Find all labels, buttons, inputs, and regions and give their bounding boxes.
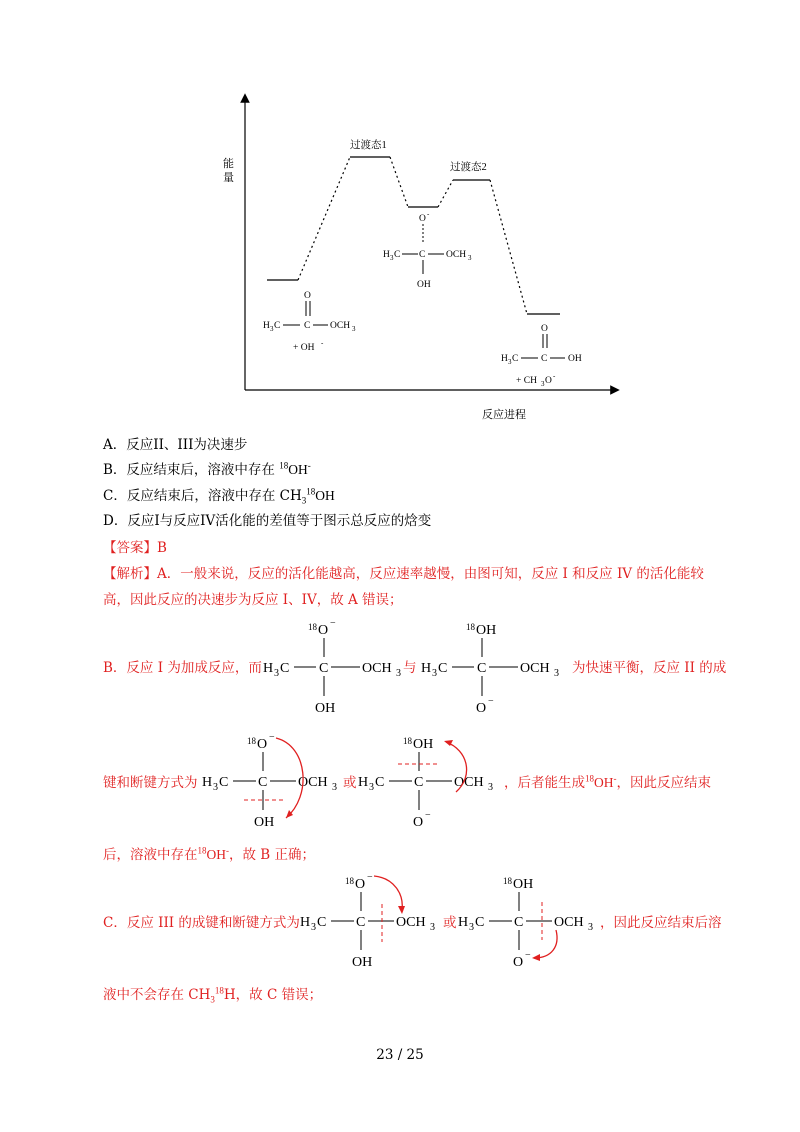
svg-text:OCH: OCH (454, 775, 484, 790)
analysis-b2-or: 或 (343, 775, 357, 791)
svg-text:H: H (501, 354, 508, 364)
svg-text:18: 18 (247, 736, 256, 746)
svg-text:3: 3 (588, 922, 593, 933)
svg-text:−: − (488, 696, 494, 707)
structure-b3 (200, 726, 350, 834)
svg-text:C: C (319, 661, 329, 676)
svg-text:OCH: OCH (396, 915, 426, 930)
svg-text:C: C (514, 915, 524, 930)
svg-text:O: O (318, 623, 329, 638)
svg-text:18: 18 (308, 622, 317, 632)
svg-text:3: 3 (469, 922, 474, 933)
ylabel-top: 能 (223, 158, 234, 170)
svg-text:O: O (257, 737, 268, 752)
svg-text:−: − (425, 810, 431, 821)
svg-text:O: O (476, 701, 487, 716)
svg-text:C: C (541, 354, 548, 364)
svg-text:O: O (355, 877, 366, 892)
option-a: A．反应II、III为决速步 (103, 437, 248, 453)
ts1-label: 过渡态1 (350, 140, 387, 151)
svg-text:C: C (317, 915, 327, 930)
svg-text:18: 18 (345, 876, 354, 886)
svg-text:C: C (375, 775, 385, 790)
ts2-label: 过渡态2 (450, 162, 487, 173)
svg-text:18: 18 (503, 876, 512, 886)
svg-text:C: C (219, 775, 229, 790)
svg-text:3: 3 (311, 922, 316, 933)
product-structure (501, 324, 582, 388)
svg-text:18: 18 (466, 622, 475, 632)
xlabel: 反应进程 (482, 409, 526, 421)
svg-text:−: − (269, 732, 275, 743)
svg-text:H: H (300, 915, 311, 930)
svg-text:OCH: OCH (298, 775, 328, 790)
structure-c1 (298, 866, 446, 974)
svg-text:OH: OH (513, 877, 534, 892)
analysis-c-or: 或 (443, 915, 457, 931)
svg-text:H: H (358, 775, 369, 790)
analysis-a-line1: 【解析】A．一般来说，反应的活化能越高，反应速率越慢，由图可知，反应 I 和反应 IV 的活化能较 (103, 566, 704, 582)
svg-text:H: H (421, 661, 432, 676)
svg-text:-: - (553, 372, 556, 380)
page-number: 23 / 25 (376, 1047, 424, 1063)
structure-b4 (356, 726, 506, 834)
svg-text:C: C (419, 250, 426, 260)
svg-text:3: 3 (468, 254, 472, 262)
svg-text:3: 3 (352, 325, 356, 333)
intermediate-structure (383, 210, 472, 290)
svg-text:-: - (321, 339, 324, 347)
svg-text:OH: OH (254, 815, 275, 830)
svg-text:−: − (367, 872, 373, 883)
option-d: D．反应I与反应IV活化能的差值等于图示总反应的焓变 (103, 513, 432, 529)
svg-text:OCH: OCH (554, 915, 584, 930)
svg-text:OH: OH (417, 280, 431, 290)
svg-text:3: 3 (430, 922, 435, 933)
option-b (103, 461, 311, 479)
option-b-text: B．反应结束后，溶液中存在 (103, 462, 275, 478)
svg-text:C: C (414, 775, 424, 790)
energy-diagram-svg (200, 90, 630, 425)
answer: 【答案】B (103, 540, 167, 556)
svg-text:3: 3 (554, 668, 559, 679)
svg-text:3: 3 (432, 668, 437, 679)
svg-text:H: H (263, 661, 274, 676)
analysis-b3: 后，溶液中存在$^{18}$OH-，故 B 正确； (103, 845, 316, 863)
energy-diagram (200, 90, 630, 425)
svg-text:H: H (263, 321, 270, 331)
svg-text:18: 18 (403, 736, 412, 746)
svg-text:OH: OH (352, 955, 373, 970)
svg-text:OCH: OCH (330, 321, 351, 331)
analysis-b-intro: B．反应 I 为加成反应，而 (103, 660, 262, 676)
reactant-structure (263, 291, 356, 353)
analysis-b-with: 与 (403, 660, 417, 676)
svg-text:3: 3 (396, 668, 401, 679)
svg-text:3: 3 (488, 782, 493, 793)
svg-text:C: C (477, 661, 487, 676)
svg-text:C: C (438, 661, 448, 676)
svg-text:+ CH: + CH (516, 376, 537, 386)
svg-text:O: O (413, 815, 424, 830)
svg-text:C: C (280, 661, 290, 676)
svg-text:OCH: OCH (520, 661, 550, 676)
analysis-c-intro: C．反应 III 的成键和断键方式为 (103, 915, 300, 931)
svg-text:OH: OH (315, 701, 336, 716)
svg-text:O: O (545, 376, 552, 386)
svg-text:3: 3 (274, 668, 279, 679)
option-c-text: C．反应结束后，溶液中存在 CH (103, 488, 302, 504)
svg-text:3: 3 (508, 358, 512, 366)
svg-text:C: C (258, 775, 268, 790)
option-c: C．反应结束后，溶液中存在 $CH_3^{18}OH$ (103, 486, 335, 506)
analysis-c2: 液中不会存在 $CH_3^{18}H$，故 C 错误； (103, 985, 323, 1005)
analysis-b2-intro: 键和断键方式为 (103, 775, 198, 791)
svg-text:OH: OH (568, 354, 582, 364)
svg-text:OCH: OCH (446, 250, 467, 260)
svg-text:OH: OH (476, 623, 497, 638)
analysis-b2-after: ，后者能生成$^{18}$OH-，因此反应结束 (504, 773, 711, 791)
analysis-a-line2: 高，因此反应的决速步为反应 I、IV，故 A 错误； (103, 592, 403, 608)
svg-text:H: H (383, 250, 390, 260)
svg-text:3: 3 (213, 782, 218, 793)
svg-text:−: − (525, 950, 531, 961)
svg-text:H: H (458, 915, 469, 930)
svg-text:3: 3 (541, 380, 545, 388)
svg-text:C: C (512, 354, 519, 364)
option-b-formula: $^{18}$OH- (279, 460, 311, 477)
ylabel-bottom: 量 (223, 172, 234, 184)
reaction-path (298, 157, 527, 314)
svg-text:O: O (419, 214, 426, 224)
svg-text:O: O (541, 324, 548, 334)
svg-text:H: H (202, 775, 213, 790)
svg-text:3: 3 (270, 325, 274, 333)
svg-text:C: C (475, 915, 485, 930)
svg-text:-: - (427, 210, 430, 218)
svg-text:C: C (356, 915, 366, 930)
svg-text:3: 3 (369, 782, 374, 793)
svg-text:−: − (330, 618, 336, 629)
svg-text:OCH: OCH (362, 661, 392, 676)
svg-text:+ OH: + OH (293, 343, 315, 353)
svg-text:C: C (394, 250, 401, 260)
analysis-c-after: ，因此反应结束后溶 (600, 915, 722, 931)
analysis-b-after: 为快速平衡，反应 II 的成 (572, 660, 727, 676)
svg-text:C: C (274, 321, 281, 331)
structure-b1 (258, 612, 416, 720)
svg-text:3: 3 (332, 782, 337, 793)
svg-text:C: C (304, 321, 311, 331)
structure-c2 (456, 866, 604, 974)
svg-text:3: 3 (390, 254, 394, 262)
svg-text:O: O (513, 955, 524, 970)
svg-text:OH: OH (413, 737, 434, 752)
svg-text:O: O (304, 291, 311, 301)
structure-b2 (416, 612, 576, 720)
